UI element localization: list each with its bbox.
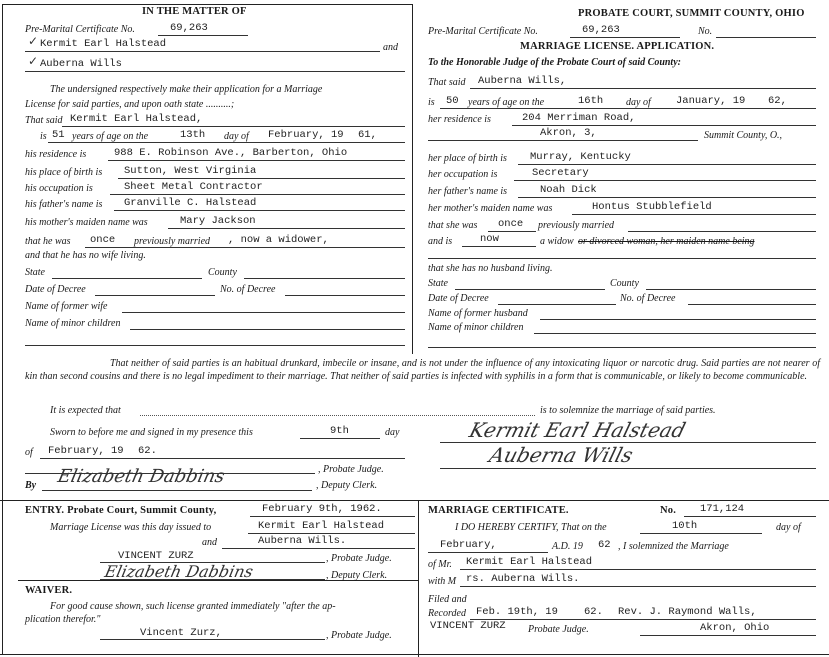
groom-age: 51 [52,129,65,141]
groom-intro-line-2: License for said parties, and upon oath state ..........; [25,99,235,110]
certificate-month-line [428,552,548,553]
certificate-recorded-label: Recorded [428,608,466,619]
groom-age-label: years of age on the [72,131,149,142]
deputy-signature: Elizabeth Dabbins [55,466,227,487]
groom-occupation-line [110,194,405,195]
bride-widow-line-2 [428,258,816,259]
bride-birth-month: January, 19 [676,95,746,107]
entry-probate-judge-label: , Probate Judge. [326,553,392,564]
groom-residence-line [108,160,405,161]
groom-residence: 988 E. Robinson Ave., Barberton, Ohio [114,147,348,159]
left-header-title: IN THE MATTER OF [142,6,247,17]
right-premarital-label: Pre-Marital Certificate No. [428,26,538,37]
bride-no-husband-label: that she has no husband living. [428,263,553,274]
bride-name: Auberna Wills, [478,75,567,87]
bride-mother-label: her mother's maiden name was [428,203,553,214]
entry-date-line [250,516,415,517]
entry-title: ENTRY. Probate Court, Summit County, [25,505,217,516]
bride-mother: Hontus Stubblefield [592,201,712,213]
bride-decree-date-line [498,304,616,305]
certificate-number-line [684,516,816,517]
bride-that-said-label: That said [428,77,466,88]
groom-intro-line-1: The undersigned respectively make their application for a Marriage [50,84,323,95]
waiver-title: WAIVER. [25,585,73,596]
certificate-bride: rs. Auberna Wills. [466,573,580,585]
entry-groom: Kermit Earl Halstead [258,520,385,532]
certificate-with-m-label: with M [428,576,457,587]
groom-birth-year: 61, [358,129,377,141]
groom-signature: Kermit Earl Halstead [466,418,689,442]
bride-summit-county-label: Summit County, O., [704,130,783,141]
sworn-of-label: of [25,447,33,458]
expected-label: It is expected that [50,405,121,416]
groom-father: Granville C. Halstead [124,197,257,209]
bride-is-label: is [428,97,435,108]
groom-birth-day: 13th [180,129,206,141]
bride-now-line [462,246,536,247]
certificate-filed-label: Filed and [428,594,467,605]
sworn-day-label: day [385,427,400,438]
certificate-no-label: No. [660,505,677,516]
bride-decree-date-label: Date of Decree [428,293,489,304]
left-premarital-number: 69,263 [170,22,208,34]
bride-decree-no-line [688,304,816,305]
entry-bride-line [222,548,415,549]
bride-widow-label: a widow [540,236,574,247]
bride-times-line [488,231,536,232]
entry-date: February 9th, 1962. [262,503,382,515]
groom-no-wife-label: and that he has no wife living. [25,250,146,261]
groom-decree-no-label: No. of Decree [220,284,276,295]
groom-former-wife-label: Name of former wife [25,301,108,312]
license-title: MARRIAGE LICENSE. APPLICATION. [520,41,715,52]
left-edge-rule [2,4,3,654]
groom-decree-date-label: Date of Decree [25,284,86,295]
bride-birthplace: Murray, Kentucky [530,151,631,163]
groom-birthplace-label: his place of birth is [25,167,103,178]
sworn-label: Sworn to before me and signed in my presence this [50,427,253,438]
groom-name: Kermit Earl Halstead, [70,113,203,125]
left-premarital-label: Pre-Marital Certificate No. [25,24,135,35]
certificate-city-line [640,635,816,636]
groom-occupation-label: his occupation is [25,183,93,194]
sworn-month-line [40,458,405,459]
sworn-month: February, 19 [48,445,124,457]
right-premarital-number: 69,263 [582,24,620,36]
groom-is-label: is [40,131,47,142]
bride-occupation-line [514,180,816,181]
groom-decree-no-line [285,295,405,296]
waiver-judge-line [100,639,325,640]
groom-previously-label: previously married [134,236,211,247]
groom-state-line [52,278,202,279]
groom-minor-children-line [130,329,405,330]
sworn-day: 9th [330,425,349,437]
center-divider-lower [418,500,419,657]
certificate-year: 62 [598,539,611,551]
sworn-year: 62. [138,445,157,457]
waiver-probate-judge-label: , Probate Judge. [326,630,392,641]
certificate-of-mr-label: of Mr. [428,559,452,570]
waiver-judge: Vincent Zurz, [140,627,222,639]
left-groom-name: Kermit Earl Halstead [40,38,167,50]
certificate-officiant: Rev. J. Raymond Walls, [618,606,757,618]
expected-line [140,415,535,416]
bride-father-line [518,197,816,198]
groom-mother: Mary Jackson [180,215,256,227]
bride-birth-year: 62, [768,95,787,107]
certificate-title: MARRIAGE CERTIFICATE. [428,505,569,516]
deputy-clerk-label: , Deputy Clerk. [316,480,378,491]
check-mark-icon: ✓ [28,54,39,68]
certificate-recorded-date: Feb. 19th, 19 [476,606,558,618]
entry-issued-label: Marriage License was this day issued to [50,522,212,533]
bride-signature-line [440,468,816,469]
bottom-rule [0,654,829,655]
groom-decree-date-line [95,295,215,296]
groom-residence-label: his residence is [25,149,87,160]
left-bride-name: Auberna Wills [40,58,122,70]
oath-paragraph: That neither of said parties is an habitual drunkard, imbecile or insane, and is not under the influence of any intoxicating liquor or narcotic drug. Said parties are not nearer of kin than second cousins and there is no legal impediment to their marriage. That neither of said parties is infected with syphilis in a form that is communicable, or likely to become communicable. [25,358,820,382]
solemnize-label: is to solemnize the marriage of said parties. [540,405,716,416]
right-no-label: No. [698,26,713,37]
sworn-day-line [300,438,380,439]
groom-status: , now a widower, [228,234,329,246]
entry-bride: Auberna Wills. [258,535,347,547]
groom-that-he-was-label: that he was [25,236,71,247]
groom-state-label: State [25,267,45,278]
groom-name-line [62,126,405,127]
groom-minor-children-line-2 [25,345,405,346]
entry-and-label: and [202,537,217,548]
bride-former-husband-line [540,319,816,320]
bride-state-label: State [428,278,448,289]
groom-county-line [244,278,405,279]
bride-age: 50 [446,95,459,107]
groom-birthplace-line [118,178,405,179]
bride-now: now [480,233,499,245]
certificate-month: February, [440,539,497,551]
bride-residence-line-2 [428,140,698,141]
entry-deputy-label: , Deputy Clerk. [326,570,388,581]
bride-residence-1: 204 Merriman Road, [522,112,636,124]
certificate-probate-judge-label: Probate Judge. [528,624,589,635]
bride-struck-text: or divorced woman, her maiden name being [578,236,755,247]
certificate-bride-line [460,586,816,587]
certificate-groom: Kermit Earl Halstead [466,556,593,568]
bride-birthplace-label: her place of birth is [428,153,507,164]
groom-father-label: his father's name is [25,199,103,210]
section-rule [0,500,829,501]
groom-birth-month: February, 19 [268,129,344,141]
left-groom-line [25,51,380,52]
waiver-text-1: For good cause shown, such license granted immediately "after the ap- [50,601,336,612]
left-bride-line [25,71,405,72]
certificate-officiant-city: Akron, Ohio [700,622,770,634]
bride-decree-no-label: No. of Decree [620,293,676,304]
left-premarital-line [158,35,248,36]
certificate-day: 10th [672,520,698,532]
groom-day-of-label: day of [224,131,249,142]
bride-county-label: County [610,278,639,289]
bride-occupation: Secretary [532,167,589,179]
bride-times-married: once [498,218,524,230]
bride-minor-children-line-2 [428,347,816,348]
entry-judge: VINCENT ZURZ [118,550,194,562]
certificate-recorded-year: 62. [584,606,603,618]
center-divider-upper [412,4,413,354]
groom-age-line [48,142,405,143]
top-left-rule [2,4,413,5]
bride-minor-children-line [534,333,816,334]
bride-father: Noah Dick [540,184,597,196]
bride-age-label: years of age on the [468,97,545,108]
bride-occupation-label: her occupation is [428,169,498,180]
bride-father-label: her father's name is [428,186,508,197]
groom-father-line [114,210,405,211]
groom-minor-children-label: Name of minor children [25,318,121,329]
by-label: By [25,480,37,491]
certificate-solemnized-label: , I solemnized the Marriage [618,541,729,552]
bride-previously-line [628,231,816,232]
bride-name-line [470,88,816,89]
right-premarital-line [570,37,680,38]
left-and-label: and [383,42,398,53]
certificate-ad-label: A.D. 19 [552,541,583,552]
bride-birth-day: 16th [578,95,604,107]
groom-occupation: Sheet Metal Contractor [124,181,263,193]
bride-mother-line [572,214,816,215]
bride-county-line [646,289,816,290]
bride-previously-label: previously married [538,220,615,231]
bride-day-of-label: day of [626,97,651,108]
check-mark-icon: ✓ [28,34,39,48]
deputy-clerk-line [42,490,312,491]
bride-residence-label: her residence is [428,114,491,125]
groom-birthplace: Sutton, West Virginia [124,165,257,177]
groom-former-wife-line [122,312,405,313]
court-title: PROBATE COURT, SUMMIT COUNTY, OHIO [578,8,805,19]
groom-times-married: once [90,234,116,246]
bride-age-line [440,108,816,109]
bride-former-husband-label: Name of former husband [428,308,528,319]
groom-status-line [85,247,405,248]
entry-groom-line [248,533,415,534]
certificate-day-line [640,533,762,534]
bride-state-line [455,289,605,290]
groom-county-label: County [208,267,237,278]
certificate-recorded-line [470,619,816,620]
certificate-judge-stamp: VINCENT ZURZ [430,620,506,632]
honorable-judge-address: To the Honorable Judge of the Probate Court of said County: [428,57,681,68]
right-no-line [716,37,816,38]
bride-residence-2: Akron, 3, [540,127,597,139]
entry-deputy-line [100,579,325,580]
bride-that-she-was-label: that she was [428,220,478,231]
bride-residence-line-1 [512,125,816,126]
groom-mother-line [168,228,405,229]
bride-signature: Auberna Wills [486,443,636,467]
certify-label: I DO HEREBY CERTIFY, That on the [455,522,607,533]
certificate-day-of-label: day of [776,522,801,533]
groom-that-said-label: That said [25,115,63,126]
bride-birthplace-line [518,164,816,165]
certificate-groom-line [460,569,816,570]
waiver-text-2: plication therefor." [25,614,101,625]
probate-judge-label: , Probate Judge. [318,464,384,475]
bride-and-is-label: and is [428,236,453,247]
bride-minor-children-label: Name of minor children [428,322,524,333]
certificate-number: 171,124 [700,503,745,515]
groom-mother-label: his mother's maiden name was [25,217,148,228]
entry-deputy-signature: Elizabeth Dabbins [102,562,255,581]
